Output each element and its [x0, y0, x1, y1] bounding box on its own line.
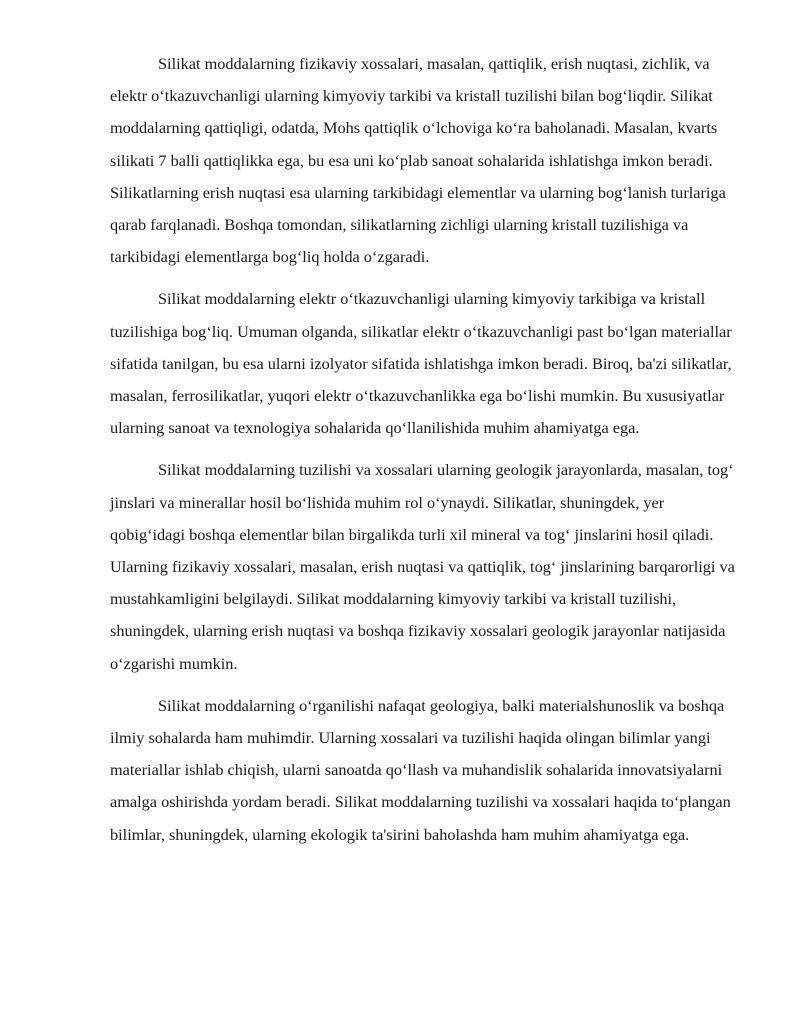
- paragraph-electrical-conductivity: Silikat moddalarning elektr o‘tkazuvchanligi ularning kimyoviy tarkibiga va kristall tuzilishiga bog‘liq. Umuman olganda, silikatlar elektr o‘tkazuvchanligi past bo‘lgan materiallar sifatida tanilgan, bu esa ularni izolyator sifatida ishlatishga imkon beradi. Biroq, ba'zi silikatlar, masalan, ferrosilikatlar, yuqori elektr o‘tkazuvchanlikka ega bo‘lishi mumkin. Bu xususiyatlar ularning sanoat va texnologiya sohalarida qo‘llanilishida muhim ahamiyatga ega.: [110, 289, 732, 438]
- paragraph-geological-role: Silikat moddalarning tuzilishi va xossalari ularning geologik jarayonlarda, masalan, tog‘ jinslari va minerallar hosil bo‘lishida muhim rol o‘ynaydi. Silikatlar, shuningdek, yer qobig‘idagi boshqa elementlar bilan birgalikda turli xil mineral va tog‘ jinslarini hosil qiladi. Ularning fizikaviy xossalari, masalan, erish nuqtasi va qattiqlik, tog‘ jinslarining barqarorligi va mustahkamligini belgilaydi. Silikat moddalarning kimyoviy tarkibi va kristall tuzilishi, shuningdek, ularning erish nuqtasi va boshqa fizikaviy xossalari geologik jarayonlar natijasida o‘zgarishi mumkin.: [110, 460, 735, 673]
- paragraph-physical-properties: Silikat moddalarning fizikaviy xossalari, masalan, qattiqlik, erish nuqtasi, zichlik, va elektr o‘tkazuvchanligi ularning kimyoviy tarkibi va kristall tuzilishi bilan bog‘liqdir. Silikat moddalarning qattiqligi, odatda, Mohs qattiqlik o‘lchoviga ko‘ra baholanadi. Masalan, kvarts silikati 7 balli qattiqlikka ega, bu esa uni ko‘plab sanoat sohalarida ishlatishga imkon beradi. Silikatlarning erish nuqtasi esa ularning tarkibidagi elementlar va ularning bog‘lanish turlariga qarab farqlanadi. Boshqa tomondan, silikatlarning zichligi ularning kristall tuzilishiga va tarkibidagi elementlarga bog‘liq holda o‘zgaradi.: [110, 54, 726, 267]
- paragraph-scientific-importance: Silikat moddalarning o‘rganilishi nafaqat geologiya, balki materialshunoslik va boshqa ilmiy sohalarda ham muhimdir. Ularning xossalari va tuzilishi haqida olingan bilimlar yangi materiallar ishlab chiqish, ularni sanoatda qo‘llash va muhandislik sohalarida innovatsiyalarni amalga oshirishda yordam beradi. Silikat moddalarning tuzilishi va xossalari haqida to‘plangan bilimlar, shuningdek, ularning ekologik ta'sirini baholashda ham muhim ahamiyatga ega.: [110, 695, 731, 844]
- document-page: [110, 48, 743, 861]
